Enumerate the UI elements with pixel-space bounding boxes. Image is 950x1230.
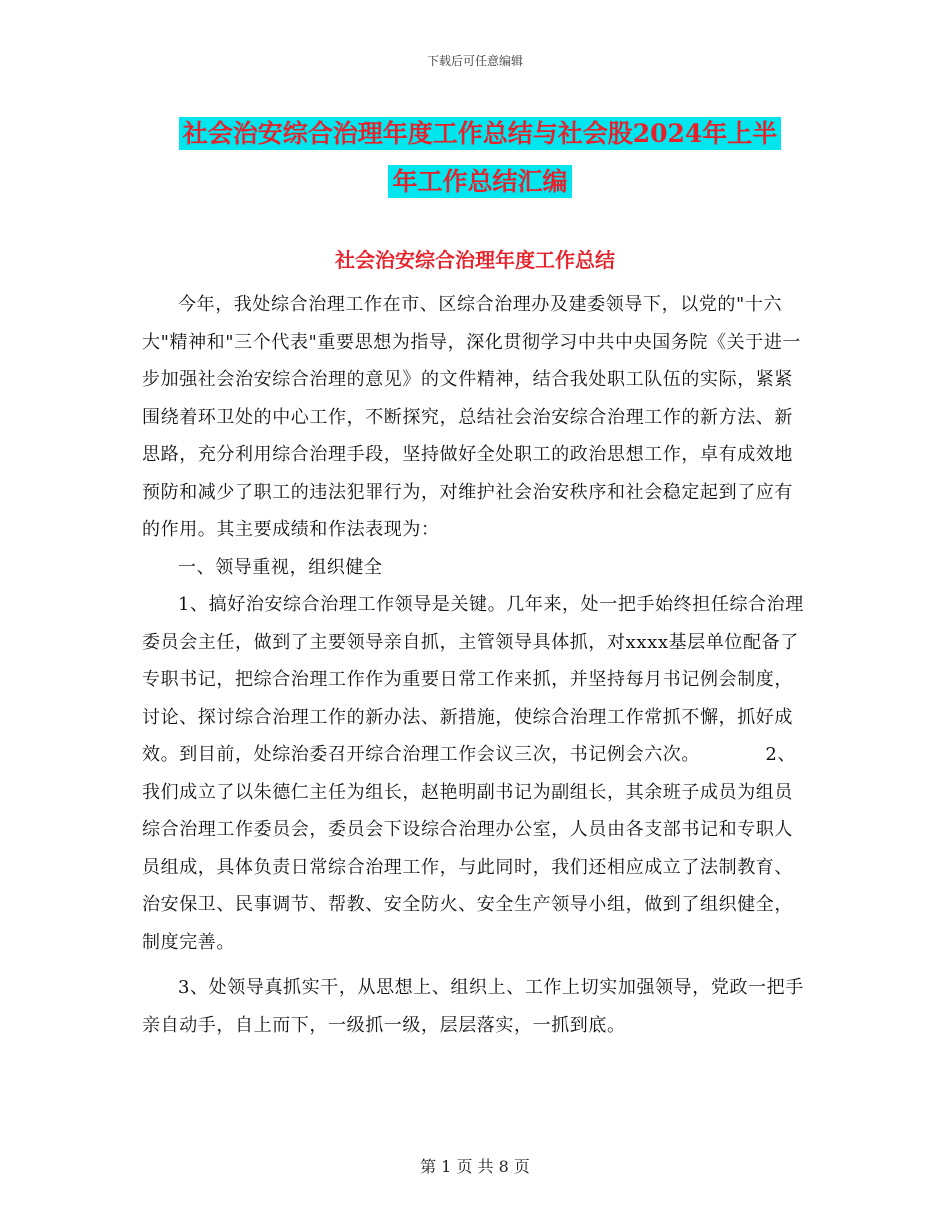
- section-title: 社会治安综合治理年度工作总结: [335, 248, 615, 272]
- page-number: 第 1 页 共 8 页: [420, 1157, 530, 1176]
- document-body: [142, 286, 804, 1044]
- paragraph: 今年，我处综合治理工作在市、区综合治理办及建委领导下，以党的"十六大"精神和"三个代表"重要思想为指导，深化贯彻学习中共中央国务院《关于进一步加强社会治安综合治理的意见》的文件精神，结合我处职工队伍的实际，紧紧围绕着环卫处的中心工作，不断探究，总结社会治安综合治理工作的新方法、新思路，充分利用综合治理手段，坚持做好全处职工的政治思想工作，卓有成效地预防和减少了职工的违法犯罪行为，对维护社会治安秩序和社会稳定起到了应有的作用。其主要成绩和作法表现为：: [142, 294, 802, 540]
- document-title-line-1: 社会治安综合治理年度工作总结与社会股2024年上半: [179, 117, 782, 150]
- document-title: [140, 110, 820, 206]
- document-title-line-2: 年工作总结汇编: [388, 165, 571, 198]
- page-header: 下载后可任意编辑: [426, 54, 523, 68]
- paragraph: 3、处领导真抓实干，从思想上、组织上、工作上切实加强领导，党政一把手亲自动手，自上而下，一级抓一级，层层落实，一抓到底。: [142, 977, 804, 1036]
- paragraph: 1、搞好治安综合治理工作领导是关键。几年来，处一把手始终担任综合治理委员会主任，做到了主要领导亲自抓，主管领导具体抓，对xxxx基层单位配备了专职书记，把综合治理工作作为重要日常工作来抓，并坚持每月书记例会制度，讨论、探讨综合治理工作的新办法、新措施，使综合治理工作常抓不懈，抓好成效。到目前，处综治委召开综合治理工作会议三次，书记例会六次。 2、我们成立了以朱德仁主任为组长，赵艳明副书记为副组长，其余班子成员为组员综合治理工作委员会，委员会下设综合治理办公室，人员由各支部书记和专职人员组成，具体负责日常综合治理工作，与此同时，我们还相应成立了法制教育、治安保卫、民事调节、帮教、安全防火、安全生产领导小组，做到了组织健全，制度完善。: [142, 594, 804, 953]
- paragraph: 一、领导重视，组织健全: [178, 556, 383, 578]
